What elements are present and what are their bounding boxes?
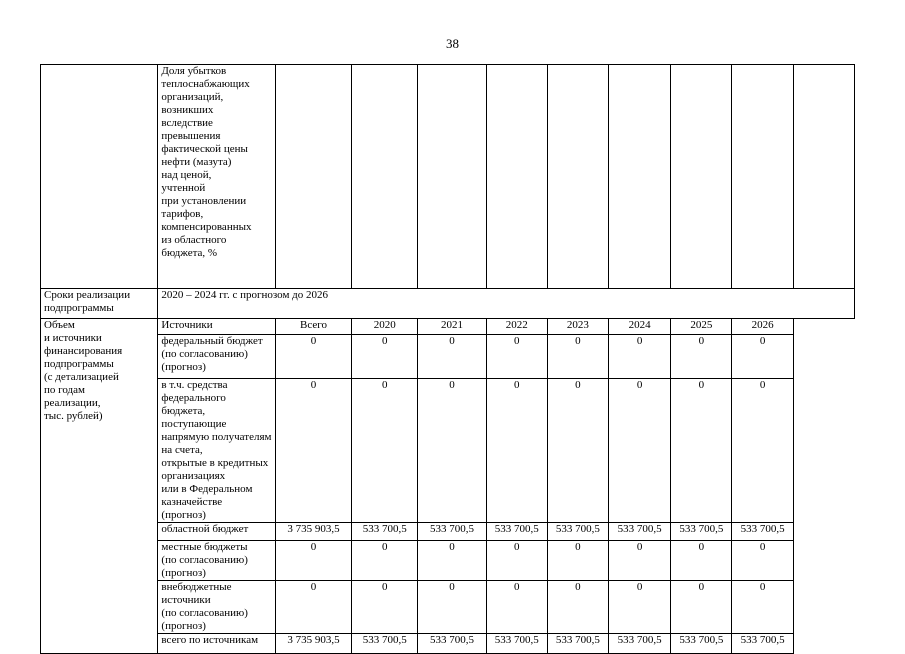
indicator-name-line: бюджета, % [161, 247, 218, 259]
terms-label-line: Сроки реализации [44, 289, 131, 301]
funding-year-cell: 0 [418, 581, 486, 634]
funding-row [41, 335, 855, 379]
funding-year-cell: 0 [732, 379, 793, 523]
funding-year-cell: 0 [486, 541, 547, 581]
funding-source-cell [158, 634, 275, 654]
indicator-name-line: при установлении [161, 195, 247, 207]
funding-total-cell: 0 [275, 541, 351, 581]
funding-source-line: (прогноз) [161, 509, 206, 521]
funding-year-cell: 0 [486, 379, 547, 523]
indicator-name-line: превышения [161, 130, 221, 142]
funding-year-cell: 533 700,5 [671, 634, 732, 654]
funding-year-cell: 0 [671, 379, 732, 523]
funding-year-cell: 533 700,5 [418, 634, 486, 654]
funding-source-line: открытые в кредитных [161, 457, 269, 469]
indicator-name-line: теплоснабжающих [161, 78, 250, 90]
funding-source-cell [158, 379, 275, 523]
funding-source-line: (по согласованию) (прогноз) [161, 348, 248, 373]
year-header-2024: 2024 [609, 319, 671, 335]
funding-year-cell: 533 700,5 [671, 523, 732, 541]
indicator-value-cell [609, 65, 671, 289]
funding-source-cell [158, 523, 275, 541]
funding-year-cell: 0 [732, 581, 793, 634]
funding-row [41, 541, 855, 581]
indicator-blank-cell [41, 65, 158, 289]
funding-source-line: областной бюджет [161, 523, 249, 535]
funding-source-line: всего по источникам [161, 634, 259, 646]
funding-year-cell: 0 [352, 335, 418, 379]
indicator-value-cell [671, 65, 732, 289]
funding-year-cell: 533 700,5 [418, 523, 486, 541]
indicator-name-line: Доля убытков [161, 65, 227, 77]
funding-label-line: финансирования [44, 345, 123, 357]
funding-label-line: подпрограммы [44, 358, 114, 370]
funding-year-cell: 0 [732, 541, 793, 581]
indicator-name-cell [158, 65, 275, 289]
funding-year-cell: 0 [609, 541, 671, 581]
funding-total-cell: 3 735 903,5 [275, 523, 351, 541]
funding-year-cell: 0 [547, 541, 608, 581]
year-header-2026: 2026 [732, 319, 793, 335]
funding-source-cell [158, 335, 275, 379]
page-number: 38 [446, 36, 459, 51]
year-header-2020: 2020 [352, 319, 418, 335]
funding-total-cell: 0 [275, 379, 351, 523]
funding-row [41, 634, 855, 654]
funding-year-cell: 0 [671, 335, 732, 379]
funding-row [41, 523, 855, 541]
year-header-2023: 2023 [547, 319, 608, 335]
funding-source-cell [158, 581, 275, 634]
funding-year-cell: 533 700,5 [609, 634, 671, 654]
funding-label-cell [41, 319, 158, 654]
funding-year-cell: 533 700,5 [352, 634, 418, 654]
funding-source-line: организациях [161, 470, 226, 482]
funding-year-cell: 0 [671, 581, 732, 634]
funding-label-line: тыс. рублей) [44, 410, 103, 422]
funding-source-line: местные бюджеты [161, 541, 248, 553]
year-header-2021: 2021 [418, 319, 486, 335]
funding-year-cell: 0 [486, 581, 547, 634]
funding-source-line: бюджета, поступающие [161, 405, 227, 430]
funding-source-line: (по согласованию) (прогноз) [161, 554, 248, 579]
funding-year-cell: 0 [732, 335, 793, 379]
funding-label-line: реализации, [44, 397, 101, 409]
funding-year-cell: 0 [547, 581, 608, 634]
funding-source-line: напрямую получателям на счета, [161, 431, 272, 456]
indicator-name-line: из областного [161, 234, 227, 246]
funding-year-cell: 0 [418, 335, 486, 379]
terms-label-line: подпрограммы [44, 302, 114, 314]
funding-year-cell: 533 700,5 [732, 523, 793, 541]
funding-total-cell: 3 735 903,5 [275, 634, 351, 654]
sources-header-cell: Источники [158, 319, 275, 335]
terms-value-cell: 2020 – 2024 гг. с прогнозом до 2026 [158, 289, 855, 319]
funding-year-cell: 0 [609, 335, 671, 379]
indicator-name-line: компенсированных [161, 221, 252, 233]
indicator-name-line: нефти (мазута) [161, 156, 232, 168]
indicator-value-cell [547, 65, 608, 289]
funding-year-cell: 0 [609, 581, 671, 634]
indicator-name-line: тарифов, [161, 208, 204, 220]
funding-label-line: Объем [44, 319, 75, 331]
indicator-row [41, 65, 855, 289]
indicator-value-cell [418, 65, 486, 289]
funding-year-cell: 533 700,5 [352, 523, 418, 541]
funding-year-cell: 533 700,5 [547, 523, 608, 541]
subprogram-passport-table [40, 64, 855, 654]
funding-year-cell: 0 [418, 541, 486, 581]
funding-year-cell: 0 [671, 541, 732, 581]
indicator-name-line: вследствие [161, 117, 213, 129]
indicator-value-cell [275, 65, 351, 289]
terms-label-cell [41, 289, 158, 319]
indicator-value-cell [352, 65, 418, 289]
funding-total-cell: 0 [275, 335, 351, 379]
funding-year-cell: 0 [547, 379, 608, 523]
funding-header-row [41, 319, 855, 335]
funding-year-cell: 533 700,5 [732, 634, 793, 654]
indicator-name-line: организаций, [161, 91, 224, 103]
funding-label-line: (с детализацией [44, 371, 119, 383]
year-header-2022: 2022 [486, 319, 547, 335]
funding-year-cell: 533 700,5 [609, 523, 671, 541]
funding-source-cell [158, 541, 275, 581]
funding-year-cell: 0 [352, 581, 418, 634]
indicator-name-line: фактической цены [161, 143, 248, 155]
funding-year-cell: 0 [418, 379, 486, 523]
funding-year-cell: 0 [486, 335, 547, 379]
funding-year-cell: 0 [547, 335, 608, 379]
funding-label-line: и источники [44, 332, 102, 344]
total-header-cell: Всего [275, 319, 351, 335]
funding-year-cell: 0 [352, 379, 418, 523]
indicator-name-line: возникших [161, 104, 214, 116]
funding-row [41, 379, 855, 523]
funding-year-cell: 0 [352, 541, 418, 581]
funding-year-cell: 533 700,5 [547, 634, 608, 654]
funding-source-line: или в Федеральном казначействе [161, 483, 253, 508]
terms-row [41, 289, 855, 319]
funding-source-line: федеральный бюджет [161, 335, 263, 347]
funding-source-line: в т.ч. средства федерального [161, 379, 228, 404]
year-header-2025: 2025 [671, 319, 732, 335]
indicator-value-cell [732, 65, 793, 289]
funding-row [41, 581, 855, 634]
indicator-value-cell [486, 65, 547, 289]
funding-year-cell: 533 700,5 [486, 634, 547, 654]
funding-source-line: внебюджетные источники [161, 581, 232, 606]
funding-year-cell: 533 700,5 [486, 523, 547, 541]
funding-total-cell: 0 [275, 581, 351, 634]
funding-year-cell: 0 [609, 379, 671, 523]
indicator-value-cell [793, 65, 854, 289]
indicator-name-line: учтенной [161, 182, 206, 194]
funding-label-line: по годам [44, 384, 85, 396]
funding-source-line: (по согласованию) (прогноз) [161, 607, 248, 632]
indicator-name-line: над ценой, [161, 169, 212, 181]
